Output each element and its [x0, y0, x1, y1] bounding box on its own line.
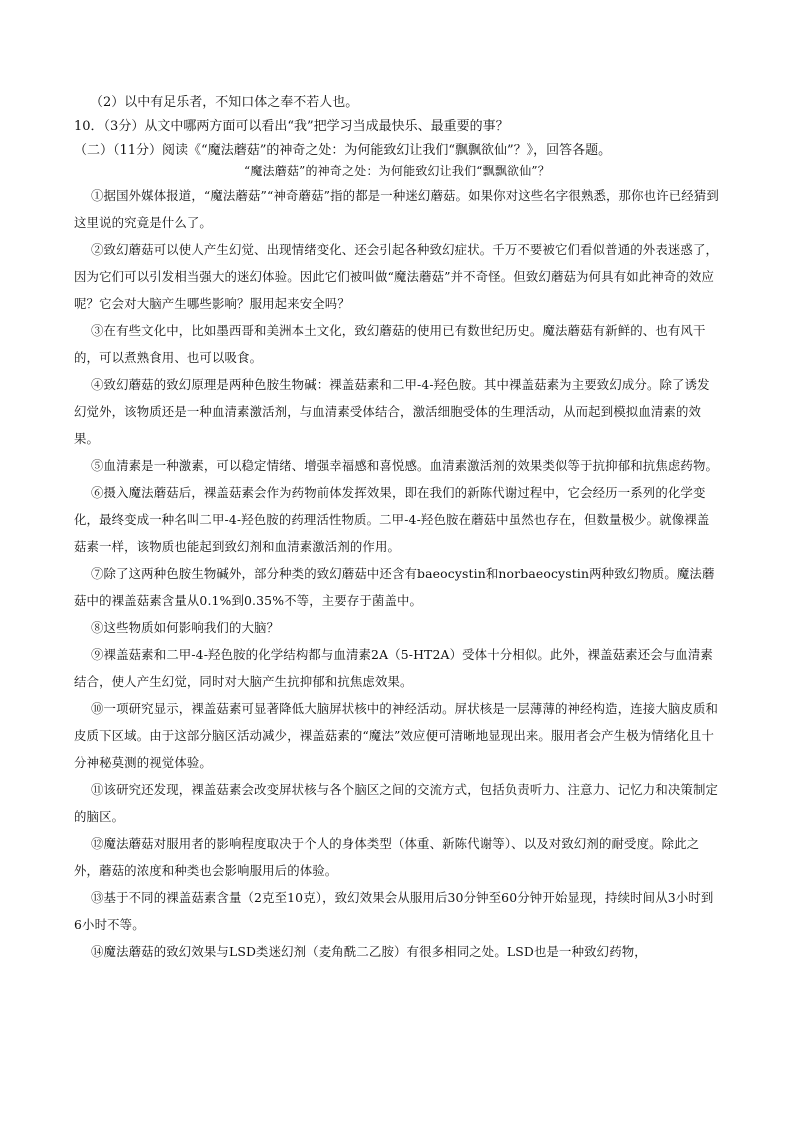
- paragraph-4: ④致幻蘑菇的致幻原理是两种色胺生物碱：裸盖菇素和二甲-4-羟色胺。其中裸盖菇素为主要致幻成分。除了诱发幻觉外，该物质还是一种血清素激活剂，与血清素受体结合，激活细胞受体的生理活动，从而起到模拟血清素的效果。: [74, 377, 710, 446]
- article-title: “魔法蘑菇”的神奇之处：为何能致幻让我们“飘飘欲仙”？: [244, 164, 550, 178]
- question-10: 10．（3分）从文中哪两方面可以看出“我”把学习当成最快乐、最重要的事？: [74, 119, 509, 134]
- section-intro: （二）（11分）阅读《“魔法蘑菇”的神奇之处：为何能致幻让我们“飘飘欲仙”？》，回答各题。: [74, 143, 612, 158]
- paragraph-11: ⑪该研究还发现，裸盖菇素会改变屏状核与各个脑区之间的交流方式，包括负责听力、注意力、记忆力和决策制定的脑区。: [74, 782, 719, 824]
- paragraph-10: ⑩一项研究显示，裸盖菇素可显著降低大脑屏状核中的神经活动。屏状核是一层薄薄的神经构造，连接大脑皮质和皮质下区域。由于这部分脑区活动减少，裸盖菇素的“魔法”效应便可清晰地显现出来。服用者会产生极为情绪化且十分神秘莫测的视觉体验。: [74, 701, 719, 770]
- paragraph-7: ⑦除了这两种色胺生物碱外，部分种类的致幻蘑菇中还含有baeocystin和norbaeocystin两种致幻物质。魔法蘑菇中的裸盖菇素含量从0.1%到0.35%不等，主要存于菌盖中。: [74, 566, 715, 608]
- paragraph-14: ⑭魔法蘑菇的致幻效果与LSD类迷幻剂（麦角酰二乙胺）有很多相同之处。LSD也是一种致幻药物，: [91, 944, 647, 959]
- paragraph-12: ⑫魔法蘑菇对服用者的影响程度取决于个人的身体类型（体重、新陈代谢等）、以及对致幻剂的耐受度。除此之外，蘑菇的浓度和种类也会影响服用后的体验。: [74, 836, 700, 878]
- paragraph-3: ③在有些文化中，比如墨西哥和美洲本土文化，致幻蘑菇的使用已有数世纪历史。魔法蘑菇有新鲜的、也有风干的，可以煮熟食用、也可以吸食。: [74, 323, 706, 365]
- paragraph-13: ⑬基于不同的裸盖菇素含量（2克至10克），致幻效果会从服用后30分钟至60分钟开始显现，持续时间从3小时到6小时不等。: [74, 890, 714, 932]
- paragraph-1: ①据国外媒体报道，“魔法蘑菇”“神奇蘑菇”指的都是一种迷幻蘑菇。如果你对这些名字很熟悉，那你也许已经猜到这里说的究竟是什么了。: [74, 188, 719, 230]
- paragraph-8: ⑧这些物质如何影响我们的大脑？: [91, 620, 280, 635]
- article-body: [74, 182, 720, 965]
- paragraph-2: ②致幻蘑菇可以使人产生幻觉、出现情绪变化、还会引起各种致幻症状。千万不要被它们看似普通的外表迷惑了，因为它们可以引发相当强大的迷幻体验。因此它们被叫做“魔法蘑菇”并不奇怪。但致幻蘑菇为何具有如此神奇的效应呢？它会对大脑产生哪些影响？服用起来安全吗？: [74, 242, 719, 311]
- question-sub-2: （2）以中有足乐者，不知口体之奉不若人也。: [90, 95, 359, 110]
- paragraph-5: ⑤血清素是一种激素，可以稳定情绪、增强幸福感和喜悦感。血清素激活剂的效果类似等于抗抑郁和抗焦虑药物。: [91, 458, 719, 473]
- paragraph-6: ⑥摄入魔法蘑菇后，裸盖菇素会作为药物前体发挥效果，即在我们的新陈代谢过程中，它会经历一系列的化学变化，最终变成一种名叫二甲-4-羟色胺的药理活性物质。二甲-4-羟色胺在蘑菇中虽然也存在，但数量极少。就像裸盖菇素一样，该物质也能起到致幻剂和血清素激活剂的作用。: [74, 485, 710, 554]
- paragraph-9: ⑨裸盖菇素和二甲-4-羟色胺的化学结构都与血清素2A（5-HT2A）受体十分相似。此外，裸盖菇素还会与血清素结合，使人产生幻觉，同时对大脑产生抗抑郁和抗焦虑效果。: [74, 647, 713, 689]
